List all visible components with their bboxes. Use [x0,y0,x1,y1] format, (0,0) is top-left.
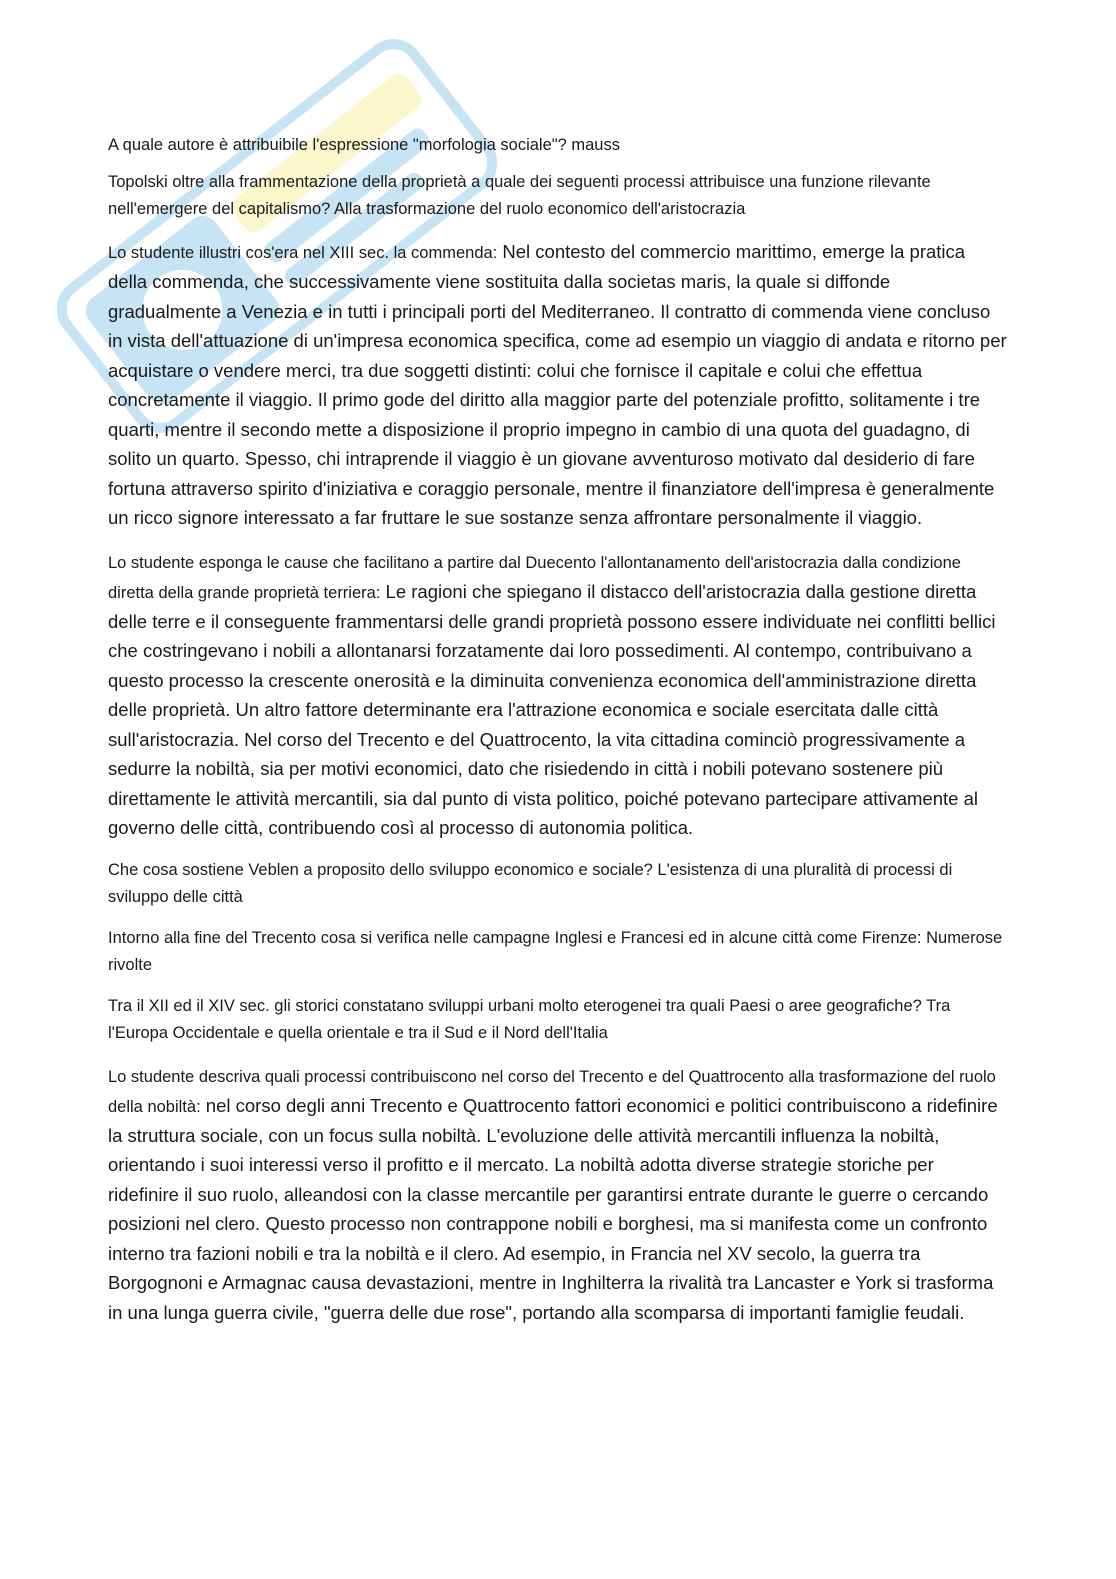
question-text: Tra il XII ed il XIV sec. gli storici constatano sviluppi urbani molto eterogenei tra quali Paesi o aree geografiche? Tra l'Europa Occidentale e quella orientale e tra il Sud e il Nord dell'Italia [108,996,951,1042]
answer-text: Le ragioni che spiegano il distacco dell'aristocrazia dalla gestione diretta delle terre e il conseguente frammentarsi delle grandi proprietà possono essere individuate nei conflitti bellici che costringevano i nobili a allontanarsi forzatamente dai loro possedimenti. Al contempo, contribuivano a questo processo la crescente onerosità e la diminuita convenienza economica dell'amministrazione diretta delle proprietà. Un altro fattore determinante era l'attrazione economica e sociale esercitata dalle città sull'aristocrazia. Nel corso del Trecento e del Quattrocento, la vita cittadina cominciò progressivamente a sedurre la nobiltà, sia per motivi economici, dato che risiedendo in città i nobili potevano sostenere più direttamente le attività mercantili, sia dal punto di vista politico, poiché potevano partecipare attivamente al governo delle città, contribuendo così al processo di autonomia politica. [108,580,996,838]
question-text: Intorno alla fine del Trecento cosa si verifica nelle campagne Inglesi e Francesi ed in alcune città come Firenze: Numerose rivolte [108,928,1003,974]
paragraph-3 [108,237,1008,533]
document-body [108,132,1008,1341]
paragraph-4 [108,547,1008,843]
paragraph-1 [108,132,1008,159]
paragraph-8 [108,1061,1008,1328]
paragraph-6 [108,925,1008,979]
question-text: Lo studente illustri cos'era nel XIII sec. la commenda: [108,244,498,262]
paragraph-5 [108,857,1008,911]
question-text: A quale autore è attribuibile l'espressione "morfologia sociale"? mauss [108,136,620,154]
answer-text: nel corso degli anni Trecento e Quattrocento fattori economici e politici contribuiscono a ridefinire la struttura sociale, con un focus sulla nobiltà. L'evoluzione delle attività mercantili influenza la nobiltà, orientando i suoi interessi verso il profitto e il mercato. La nobiltà adotta diverse strategie storiche per ridefinire il suo ruolo, alleandosi con la classe mercantile per garantirsi entrate durante le guerre o cercando posizioni nel clero. Questo processo non contrappone nobili e borghesi, ma si manifesta come un confronto interno tra fazioni nobili e tra la nobiltà e il clero. Ad esempio, in Francia nel XV secolo, la guerra tra Borgognoni e Armagnac causa devastazioni, mentre in Inghilterra la rivalità tra Lancaster e York si trasforma in una lunga guerra civile, "guerra delle due rose", portando alla scomparsa di importanti famiglie feudali. [108,1094,998,1323]
question-text: Lo studente descriva quali processi contribuiscono nel corso del Trecento e del Quattrocento alla trasformazione del ruolo della nobiltà: [108,1067,996,1116]
question-text: Che cosa sostiene Veblen a proposito dello sviluppo economico e sociale? L'esistenza di una pluralità di processi di sviluppo delle città [108,860,953,906]
answer-text: Nel contesto del commercio marittimo, emerge la pratica della commenda, che successivamente viene sostituita dalla societas maris, la quale si diffonde gradualmente a Venezia e in tutti i principali porti del Mediterraneo. Il contratto di commenda viene concluso in vista dell'attuazione di un'impresa economica specifica, come ad esempio un viaggio di andata e ritorno per acquistare o vendere merci, tra due soggetti distinti: colui che fornisce il capitale e colui che effettua concretamente il viaggio. Il primo gode del diritto alla maggior parte del potenziale profitto, solitamente i tre quarti, mentre il secondo mette a disposizione il proprio impegno in cambio di una quota del guadagno, di solito un quarto. Spesso, chi intraprende il viaggio è un giovane avventuroso motivato dal desiderio di fare fortuna attraverso spirito d'iniziativa e coraggio personale, mentre il finanziatore dell'impresa è generalmente un ricco signore interessato a far fruttare le sue sostanze senza affrontare personalmente il viaggio. [108,241,1007,528]
paragraph-2 [108,169,1008,223]
question-text: Lo studente esponga le cause che facilitano a partire dal Duecento l'allontanamento dell'aristocrazia dalla condizione diretta della grande proprietà terriera: [108,553,961,602]
paragraph-7 [108,993,1008,1047]
question-text: Topolski oltre alla frammentazione della proprietà a quale dei seguenti processi attribuisce una funzione rilevante nell'emergere del capitalismo? Alla trasformazione del ruolo economico dell'aristocrazia [108,173,931,218]
